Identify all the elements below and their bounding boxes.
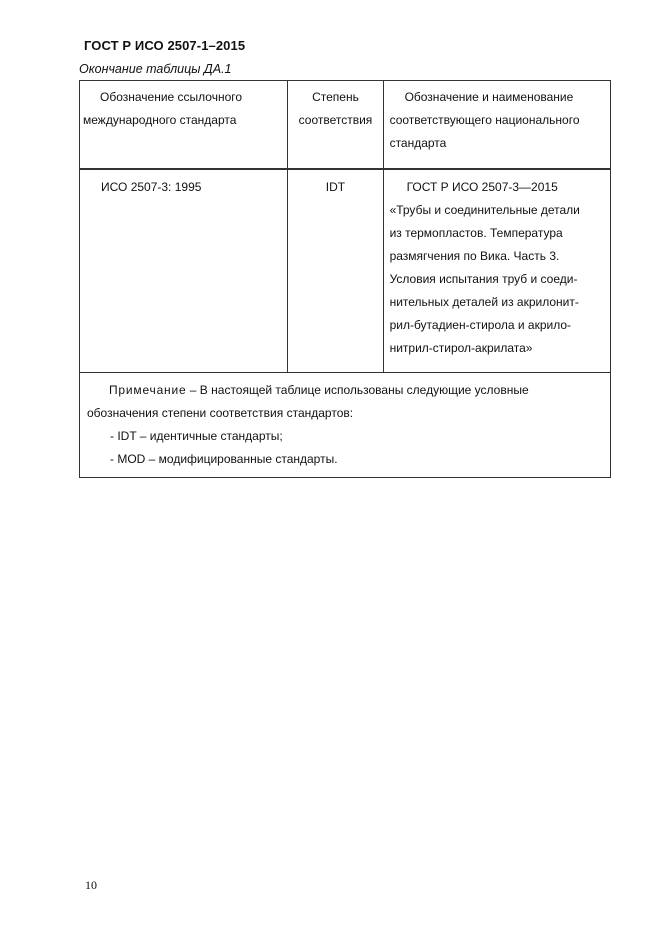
table-row bbox=[80, 169, 611, 373]
note-text: – В настоящей таблице использованы следующие условные bbox=[186, 383, 529, 397]
table-header-row bbox=[80, 81, 611, 170]
header-national-standard bbox=[383, 81, 610, 170]
page-number: 10 bbox=[85, 878, 97, 892]
header-line: соответствия bbox=[298, 113, 373, 127]
national-line: из термопластов. Температура bbox=[389, 226, 563, 240]
national-line: нитрил-стирол-акрилата» bbox=[389, 341, 533, 355]
note-item: - IDT – идентичные стандарты; bbox=[110, 429, 283, 443]
header-line: Степень bbox=[312, 90, 359, 104]
note-line: обозначения степени соответствия стандартов: bbox=[87, 406, 354, 420]
header-line: соответствующего национального bbox=[389, 113, 580, 127]
national-line: размягчения по Вика. Часть 3. bbox=[389, 249, 560, 263]
header-degree bbox=[288, 81, 383, 170]
standards-table bbox=[79, 80, 611, 478]
header-line: Обозначение и наименование bbox=[404, 90, 574, 104]
table-note-row bbox=[80, 373, 611, 478]
cell-degree: IDT bbox=[288, 169, 383, 373]
national-line: Условия испытания труб и соеди- bbox=[389, 272, 578, 286]
national-line: «Трубы и соединительные детали bbox=[389, 203, 580, 217]
document-header: ГОСТ Р ИСО 2507-1–2015 bbox=[84, 38, 246, 53]
header-line: международного стандарта bbox=[83, 113, 237, 127]
national-line: нительных деталей из акрилонит- bbox=[389, 295, 579, 309]
cell-international-standard: ИСО 2507-3: 1995 bbox=[80, 169, 288, 373]
cell-national-standard bbox=[383, 169, 610, 373]
table-caption: Окончание таблицы ДА.1 bbox=[79, 62, 232, 76]
national-line: ГОСТ Р ИСО 2507-3—2015 bbox=[406, 180, 558, 194]
header-international-standard bbox=[80, 81, 288, 170]
note-line bbox=[109, 379, 602, 402]
national-line: рил-бутадиен-стирола и акрило- bbox=[389, 318, 572, 332]
header-line: Обозначение ссылочного bbox=[100, 90, 243, 104]
note-label: Примечание bbox=[109, 383, 187, 397]
table-note bbox=[80, 373, 611, 478]
header-line: стандарта bbox=[389, 136, 447, 150]
note-item: - MOD – модифицированные стандарты. bbox=[110, 452, 338, 466]
